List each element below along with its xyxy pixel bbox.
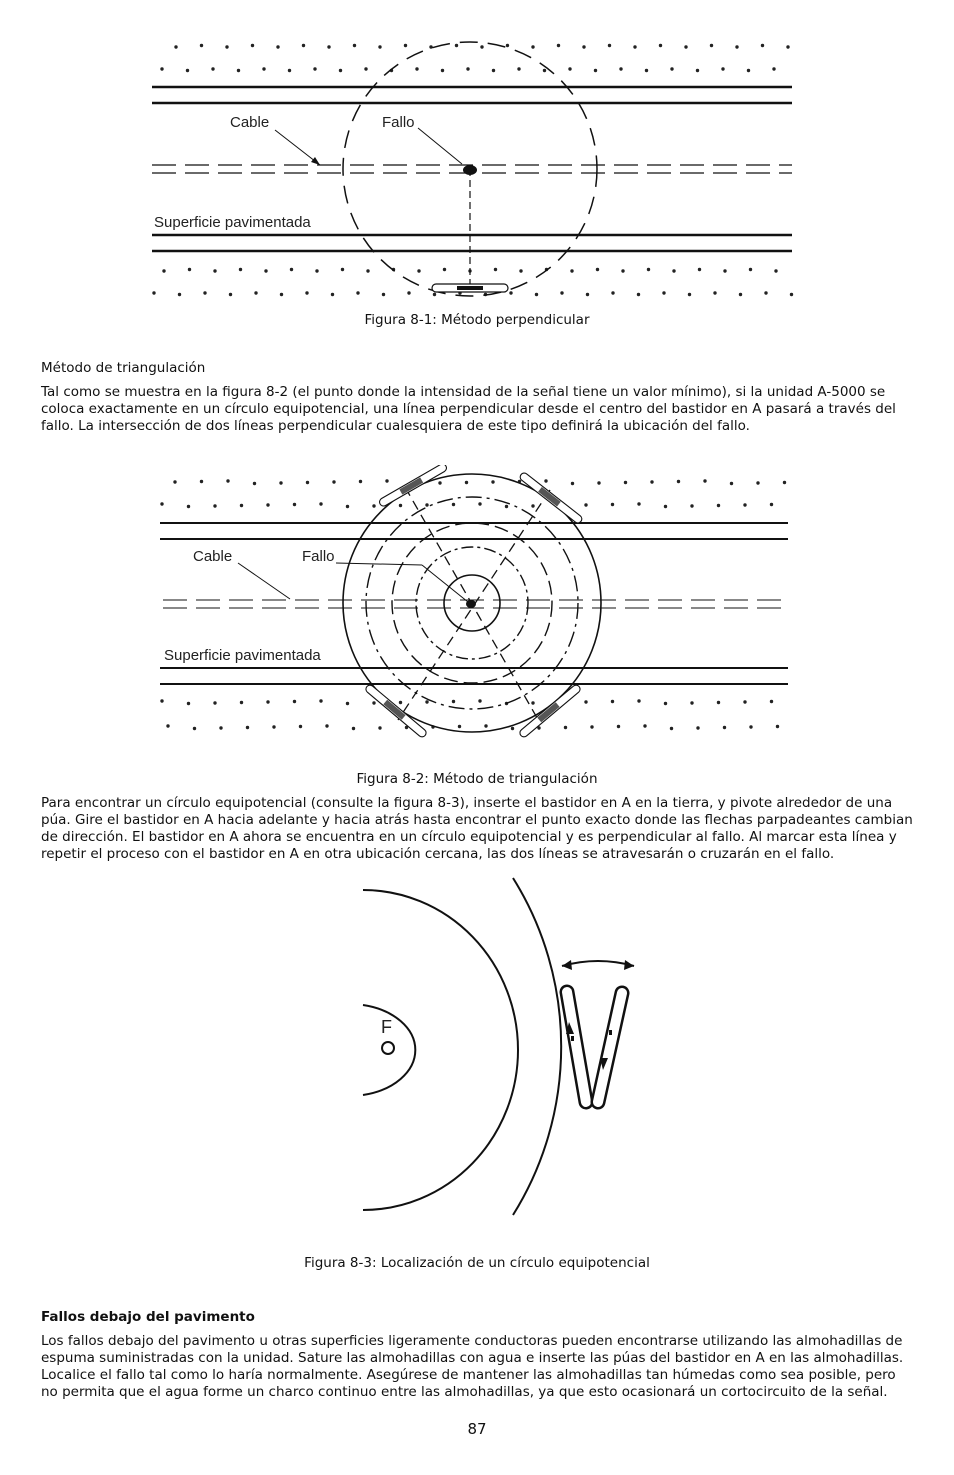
soil-dot bbox=[723, 269, 726, 272]
soil-dot bbox=[645, 69, 648, 72]
soil-dot bbox=[633, 45, 636, 48]
soil-dot bbox=[352, 727, 355, 730]
soil-dot bbox=[764, 291, 767, 294]
soil-dot bbox=[302, 44, 305, 47]
soil-dot bbox=[225, 45, 228, 48]
soil-dot bbox=[441, 69, 444, 72]
soil-dot bbox=[509, 291, 512, 294]
soil-dot bbox=[455, 44, 458, 47]
soil-dot bbox=[160, 502, 163, 505]
soil-dot bbox=[359, 480, 362, 483]
soil-dot bbox=[543, 69, 546, 72]
soil-dot bbox=[280, 293, 283, 296]
soil-dot bbox=[480, 45, 483, 48]
figure-caption: Figura 8-1: Método perpendicular bbox=[364, 312, 590, 328]
soil-dot bbox=[407, 291, 410, 294]
soil-dot bbox=[478, 699, 481, 702]
soil-dot bbox=[404, 44, 407, 47]
soil-dot bbox=[772, 67, 775, 70]
soil-dot bbox=[617, 725, 620, 728]
figure-triangulation-method bbox=[0, 465, 954, 755]
soil-dot bbox=[690, 504, 693, 507]
soil-dot bbox=[306, 481, 309, 484]
soil-dot bbox=[637, 293, 640, 296]
soil-dot bbox=[385, 479, 388, 482]
soil-dot bbox=[619, 67, 622, 70]
soil-dot bbox=[713, 291, 716, 294]
body-paragraph: Los fallos debajo del pavimento u otras superficies ligeramente conductoras pueden encontrarse utilizando las almohadillas de espuma suministradas con la unidad. Sature las almohadillas con agua e inserte las púas del bastidor en A en las almohadillas. Localice el fallo tal como lo haría normalmente. Asegúrese de mantener las almohadillas tan húmedas como sea posible, pero no permita que el agua forme un charco continuo entre las almohadillas, ya que esto ocasionará un cortocircuito de la señal. bbox=[41, 1333, 904, 1400]
soil-dot bbox=[417, 269, 420, 272]
soil-dot bbox=[659, 44, 662, 47]
soil-dot bbox=[478, 502, 481, 505]
fault-label: Fallo bbox=[302, 548, 335, 565]
page-number: 87 bbox=[467, 1420, 487, 1438]
soil-dot bbox=[193, 727, 196, 730]
soil-dot bbox=[264, 269, 267, 272]
soil-dot bbox=[372, 504, 375, 507]
soil-dot bbox=[505, 505, 508, 508]
fault-marker-label: F bbox=[381, 1017, 392, 1037]
soil-dot bbox=[166, 724, 169, 727]
soil-dot bbox=[703, 479, 706, 482]
soil-dot bbox=[717, 701, 720, 704]
soil-dot bbox=[213, 701, 216, 704]
soil-dot bbox=[670, 727, 673, 730]
soil-dot bbox=[608, 44, 611, 47]
surface-label: Superficie pavimentada bbox=[154, 214, 311, 231]
fault-marker bbox=[382, 1042, 394, 1054]
a-frame-leg-fill bbox=[598, 993, 622, 1102]
fault-leader bbox=[418, 128, 462, 164]
figure-caption: Figura 8-2: Método de triangulación bbox=[356, 771, 598, 787]
soil-dot bbox=[266, 503, 269, 506]
soil-dot bbox=[465, 481, 468, 484]
section-heading: Método de triangulación bbox=[41, 360, 206, 376]
soil-dot bbox=[597, 481, 600, 484]
soil-dot bbox=[582, 45, 585, 48]
a-frame-legs bbox=[567, 992, 622, 1102]
soil-dot bbox=[239, 268, 242, 271]
soil-dot bbox=[213, 504, 216, 507]
soil-dot bbox=[399, 701, 402, 704]
soil-dot bbox=[723, 726, 726, 729]
soil-dot bbox=[319, 502, 322, 505]
soil-dot bbox=[279, 481, 282, 484]
a-frame bbox=[364, 684, 427, 739]
soil-dot bbox=[331, 293, 334, 296]
soil-dot bbox=[662, 291, 665, 294]
soil-dot bbox=[519, 269, 522, 272]
soil-dot bbox=[749, 725, 752, 728]
soil-dot bbox=[203, 291, 206, 294]
soil-dot bbox=[637, 502, 640, 505]
soil-dot bbox=[570, 269, 573, 272]
soil-dot bbox=[670, 67, 673, 70]
soil-dot bbox=[596, 268, 599, 271]
soil-dot bbox=[276, 45, 279, 48]
soil-dot bbox=[346, 702, 349, 705]
soil-dot bbox=[425, 503, 428, 506]
section-heading: Fallos debajo del pavimento bbox=[41, 1309, 255, 1325]
soil-dot bbox=[254, 291, 257, 294]
soil-dot bbox=[458, 725, 461, 728]
soil-dot bbox=[770, 503, 773, 506]
soil-dot bbox=[756, 481, 759, 484]
soil-dot bbox=[162, 269, 165, 272]
soil-dot bbox=[173, 480, 176, 483]
soil-dot bbox=[188, 268, 191, 271]
cable-leader bbox=[238, 563, 290, 599]
soil-dot bbox=[506, 44, 509, 47]
soil-dot bbox=[229, 293, 232, 296]
soil-dot bbox=[511, 727, 514, 730]
soil-dot bbox=[187, 702, 190, 705]
soil-dot bbox=[568, 67, 571, 70]
soil-dot bbox=[346, 505, 349, 508]
soil-dot bbox=[237, 69, 240, 72]
soil-dot bbox=[299, 725, 302, 728]
surface-label: Superficie pavimentada bbox=[164, 647, 321, 664]
soil-dot bbox=[253, 482, 256, 485]
soil-dot bbox=[783, 481, 786, 484]
soil-dot bbox=[152, 291, 155, 294]
soil-dot bbox=[664, 702, 667, 705]
soil-dot bbox=[353, 44, 356, 47]
soil-dot bbox=[611, 503, 614, 506]
swing-arrow-right bbox=[624, 960, 634, 970]
soil-dot bbox=[313, 67, 316, 70]
soil-dot bbox=[611, 291, 614, 294]
flash-arrow-bar bbox=[571, 1036, 574, 1041]
soil-dot bbox=[721, 67, 724, 70]
soil-dot bbox=[790, 293, 793, 296]
soil-dot bbox=[698, 268, 701, 271]
arc-3 bbox=[513, 878, 561, 1215]
cable-arrowhead bbox=[311, 157, 320, 165]
a-frame bbox=[518, 684, 581, 739]
soil-dot bbox=[174, 45, 177, 48]
soil-dot bbox=[288, 69, 291, 72]
soil-dot bbox=[246, 726, 249, 729]
soil-dot bbox=[684, 45, 687, 48]
soil-dot bbox=[433, 293, 436, 296]
soil-dot bbox=[372, 701, 375, 704]
soil-dot bbox=[339, 69, 342, 72]
soil-dot bbox=[696, 726, 699, 729]
soil-dot bbox=[466, 67, 469, 70]
soil-dot bbox=[452, 700, 455, 703]
soil-dot bbox=[378, 726, 381, 729]
soil-dot bbox=[749, 268, 752, 271]
soil-dot bbox=[717, 504, 720, 507]
soil-dot bbox=[290, 268, 293, 271]
soil-dot bbox=[761, 44, 764, 47]
soil-dot bbox=[739, 293, 742, 296]
soil-dot bbox=[452, 503, 455, 506]
soil-dot bbox=[240, 504, 243, 507]
soil-dot bbox=[443, 268, 446, 271]
soil-dot bbox=[266, 700, 269, 703]
figure-caption: Figura 8-3: Localización de un círculo equipotencial bbox=[304, 1255, 650, 1271]
soil-dot bbox=[776, 725, 779, 728]
soil-dot bbox=[786, 45, 789, 48]
swing-arc bbox=[562, 961, 634, 966]
soil-dot bbox=[213, 269, 216, 272]
soil-dot bbox=[517, 67, 520, 70]
cable-label: Cable bbox=[230, 114, 270, 131]
soil-dot bbox=[584, 700, 587, 703]
soil-dot bbox=[560, 291, 563, 294]
soil-dot bbox=[594, 69, 597, 72]
soil-dot bbox=[735, 45, 738, 48]
swing-arrow-left bbox=[562, 960, 572, 970]
soil-dot bbox=[415, 67, 418, 70]
soil-dot bbox=[664, 505, 667, 508]
soil-dot bbox=[677, 480, 680, 483]
soil-dot bbox=[747, 69, 750, 72]
soil-dot bbox=[251, 44, 254, 47]
soil-dot bbox=[332, 480, 335, 483]
soil-dot bbox=[211, 67, 214, 70]
soil-dot bbox=[643, 724, 646, 727]
fault-point bbox=[463, 165, 477, 175]
soil-dot bbox=[571, 482, 574, 485]
soil-dot bbox=[531, 504, 534, 507]
soil-dot bbox=[319, 699, 322, 702]
a-frame-display bbox=[457, 286, 483, 290]
soil-dot bbox=[327, 45, 330, 48]
soil-dot bbox=[544, 479, 547, 482]
soil-dot bbox=[557, 44, 560, 47]
soil-dot bbox=[590, 725, 593, 728]
soil-dot bbox=[226, 479, 229, 482]
soil-dot bbox=[186, 69, 189, 72]
soil-dot bbox=[637, 699, 640, 702]
soil-dot bbox=[382, 293, 385, 296]
soil-dot bbox=[438, 481, 441, 484]
soil-dot bbox=[399, 504, 402, 507]
soil-dot bbox=[647, 268, 650, 271]
soil-dot bbox=[611, 700, 614, 703]
soil-dot bbox=[624, 481, 627, 484]
soil-dot bbox=[774, 269, 777, 272]
soil-dot bbox=[564, 726, 567, 729]
soil-dot bbox=[743, 503, 746, 506]
soil-dot bbox=[293, 503, 296, 506]
soil-dot bbox=[364, 67, 367, 70]
body-paragraph: Tal como se muestra en la figura 8-2 (el punto donde la intensidad de la señal tiene un valor mínimo), si la unidad A-5000 se coloca exactamente en un círculo equipotencial, una línea perpendicular desde el centro del bastidor en A pasará a través del fallo. La intersección de dos líneas perpendicular cualesquiera de este tipo definirá la ubicación del fallo. bbox=[41, 384, 896, 434]
soil-dot bbox=[710, 44, 713, 47]
soil-dot bbox=[219, 726, 222, 729]
soil-dot bbox=[378, 45, 381, 48]
soil-dot bbox=[160, 699, 163, 702]
soil-dot bbox=[492, 69, 495, 72]
soil-dot bbox=[160, 67, 163, 70]
fault-label: Fallo bbox=[382, 114, 415, 131]
soil-dot bbox=[535, 293, 538, 296]
soil-dot bbox=[315, 269, 318, 272]
flash-arrow-bar bbox=[609, 1030, 612, 1035]
a-frame bbox=[519, 471, 584, 524]
body-paragraph: Para encontrar un círculo equipotencial (consulte la figura 8-3), inserte el bastidor en A en la tierra, y pivote alrededor de una púa. Gire el bastidor en A hacia adelante y hacia atrás hasta encontrar el punto exacto donde las flechas parpadeantes cambian de dirección. El bastidor en A ahora se encuentra en un círculo equipotencial y es perpendicular al fallo. Al marcar esta línea y repetir el proceso con el bastidor en A en otra ubicación cercana, las dos líneas se atravesarán o cruzarán en el fallo. bbox=[41, 795, 913, 862]
soil-dot bbox=[366, 269, 369, 272]
soil-dot bbox=[672, 269, 675, 272]
soil-dot bbox=[650, 480, 653, 483]
soil-dot bbox=[770, 700, 773, 703]
soil-dot bbox=[272, 725, 275, 728]
soil-dot bbox=[584, 503, 587, 506]
soil-dot bbox=[484, 724, 487, 727]
soil-dot bbox=[187, 505, 190, 508]
soil-dot bbox=[305, 291, 308, 294]
soil-dot bbox=[325, 724, 328, 727]
figure-locating-equipotential-circle bbox=[0, 870, 954, 1255]
cable-label: Cable bbox=[193, 548, 233, 565]
soil-dot bbox=[696, 69, 699, 72]
soil-dot bbox=[200, 44, 203, 47]
soil-dot bbox=[531, 701, 534, 704]
soil-dot bbox=[491, 480, 494, 483]
soil-dot bbox=[494, 268, 497, 271]
soil-dot bbox=[621, 269, 624, 272]
soil-dot bbox=[531, 45, 534, 48]
soil-dot bbox=[240, 701, 243, 704]
soil-dot bbox=[293, 700, 296, 703]
soil-dot bbox=[730, 482, 733, 485]
soil-dot bbox=[743, 700, 746, 703]
soil-dot bbox=[200, 480, 203, 483]
soil-dot bbox=[586, 293, 589, 296]
soil-dot bbox=[262, 67, 265, 70]
soil-dot bbox=[690, 701, 693, 704]
soil-dot bbox=[688, 293, 691, 296]
soil-dot bbox=[425, 700, 428, 703]
soil-dot bbox=[178, 293, 181, 296]
soil-dot bbox=[356, 291, 359, 294]
figure-perpendicular-method bbox=[0, 30, 954, 310]
soil-dot bbox=[341, 268, 344, 271]
